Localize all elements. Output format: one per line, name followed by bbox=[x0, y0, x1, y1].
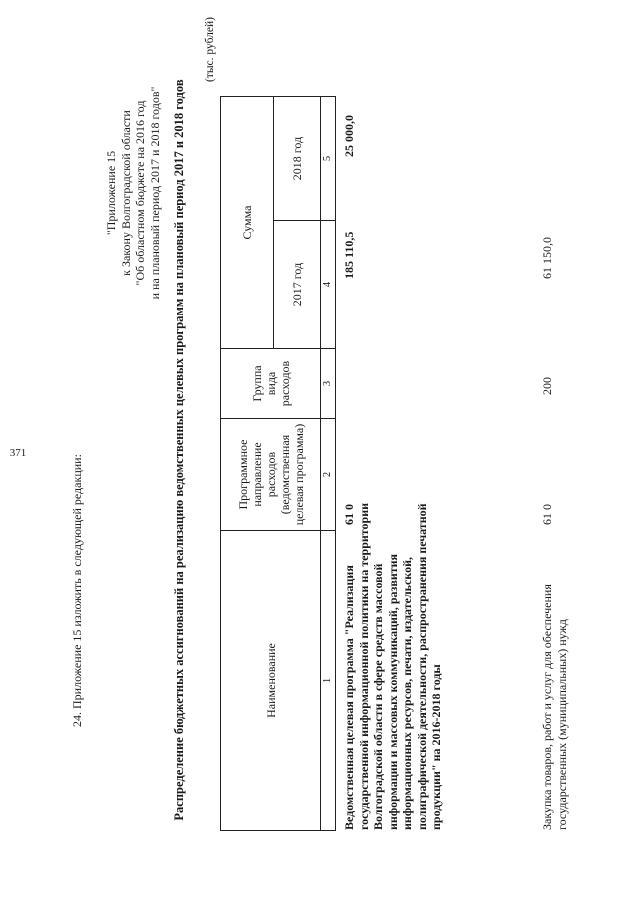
header-program: Программное направление расходов (ведомственная целевая программа) bbox=[221, 419, 321, 531]
table-row-group: 200 bbox=[540, 377, 554, 395]
table-row-2017: 185 110,5 bbox=[342, 231, 356, 279]
table-row-2018: 25 000,0 bbox=[342, 115, 356, 157]
column-index: 5 bbox=[321, 97, 336, 221]
intro-text: 24. Приложение 15 изложить в следующей редакции: bbox=[70, 454, 84, 727]
column-index: 3 bbox=[321, 349, 336, 419]
column-index: 4 bbox=[321, 221, 336, 349]
column-index: 2 bbox=[321, 419, 336, 531]
appendix-line: к Закону Волгоградской области bbox=[118, 110, 133, 276]
header-2017: 2017 год bbox=[274, 221, 321, 349]
appendix-line: "Об областном бюджете на 2016 год bbox=[133, 100, 147, 286]
header-2018: 2018 год bbox=[274, 97, 321, 221]
table-row-2017: 61 150,0 bbox=[540, 237, 554, 279]
document-title: Распределение бюджетных ассигнований на реализацию ведомственных целевых программ на плановый период 2017 и 2018 годов bbox=[172, 79, 186, 821]
appendix-line: и на плановый период 2017 и 2018 годов" bbox=[147, 86, 162, 300]
header-group: Группа вида расходов bbox=[221, 349, 321, 419]
table-row-name: Закупка товаров, работ и услуг для обеспечения государственных (муниципальных) нужд bbox=[540, 584, 569, 830]
table-row-name: Ведомственная целевая программа "Реализация государственной информационной политики на территории Волгоградской области в сфере средств массовой информации и массовых коммуникаций, развития информационных ресурсов, печати, издательской, полиграфической деятельности, распространения печатной продукции" на 2016-2018 годы bbox=[342, 502, 443, 830]
allocation-table bbox=[220, 96, 336, 831]
units-label: (тыс. рублей) bbox=[204, 17, 216, 83]
header-name: Наименование bbox=[221, 531, 321, 831]
appendix-header bbox=[104, 33, 162, 353]
table-row-program: 61 0 bbox=[540, 504, 554, 525]
page-number: 371 bbox=[9, 447, 27, 459]
column-index: 1 bbox=[321, 531, 336, 831]
header-sum: Сумма bbox=[221, 97, 274, 349]
table-row-program: 61 0 bbox=[342, 504, 356, 525]
appendix-line: "Приложение 15 bbox=[104, 150, 118, 236]
